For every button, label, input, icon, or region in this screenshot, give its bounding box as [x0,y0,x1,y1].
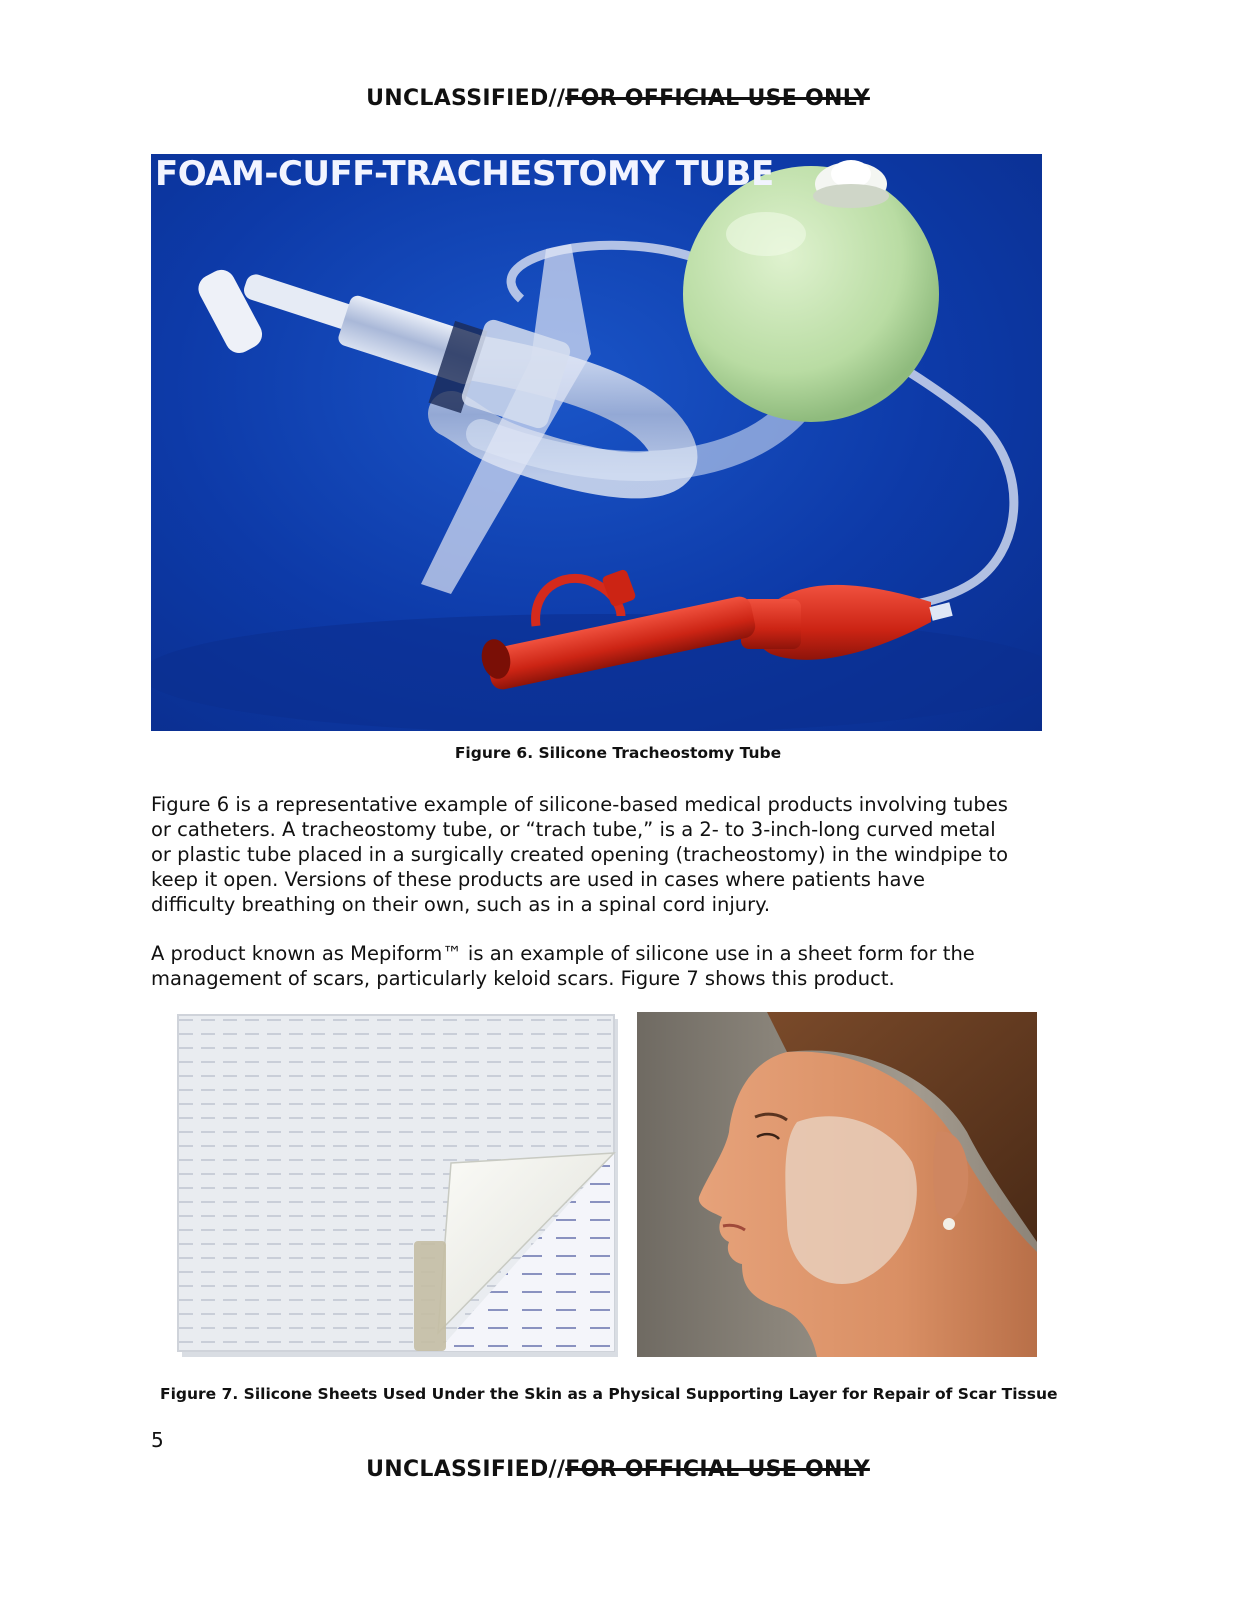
paragraph-line: or catheters. A tracheostomy tube, or “trach tube,” is a 2- to 3-inch-long curved metal [151,818,996,841]
face-profile-illustration [637,1012,1037,1357]
security-marking-bottom [0,1457,1236,1482]
figure-7-silicone-sheet-photo [176,1013,626,1363]
paragraph-line: A product known as Mepiform™ is an example of silicone use in a sheet form for the [151,942,975,965]
silicone-sheet-illustration [176,1013,626,1363]
figure-6-photo [151,154,1042,731]
paragraph-line: difficulty breathing on their own, such as in a spinal cord injury. [151,893,771,916]
figure-7-face-photo [637,1012,1037,1357]
page-number: 5 [151,1428,164,1452]
marking-prefix: UNCLASSIFIED// [366,86,566,111]
paragraph-line: Figure 6 is a representative example of silicone-based medical products involving tubes [151,793,1008,816]
body-paragraph-2 [151,941,1051,991]
body-paragraph-1 [151,792,1051,917]
figure-6-image-title: FOAM-CUFF-TRACHESTOMY TUBE [155,154,774,194]
tracheostomy-tube-illustration [151,154,1042,731]
paragraph-line: keep it open. Versions of these products are used in cases where patients have [151,868,925,891]
marking-prefix: UNCLASSIFIED// [366,1457,566,1482]
figure-7-caption: Figure 7. Silicone Sheets Used Under the Skin as a Physical Supporting Layer for Repair of Scar Tissue [160,1385,1058,1403]
marking-struck-text: FOR OFFICIAL USE ONLY [565,86,870,111]
figure-6-caption: Figure 6. Silicone Tracheostomy Tube [454,744,782,762]
marking-struck-text: FOR OFFICIAL USE ONLY [565,1457,870,1482]
paragraph-line: or plastic tube placed in a surgically created opening (tracheostomy) in the windpipe to [151,843,1009,866]
paragraph-line: management of scars, particularly keloid scars. Figure 7 shows this product. [151,967,895,990]
security-marking-top [0,86,1236,111]
